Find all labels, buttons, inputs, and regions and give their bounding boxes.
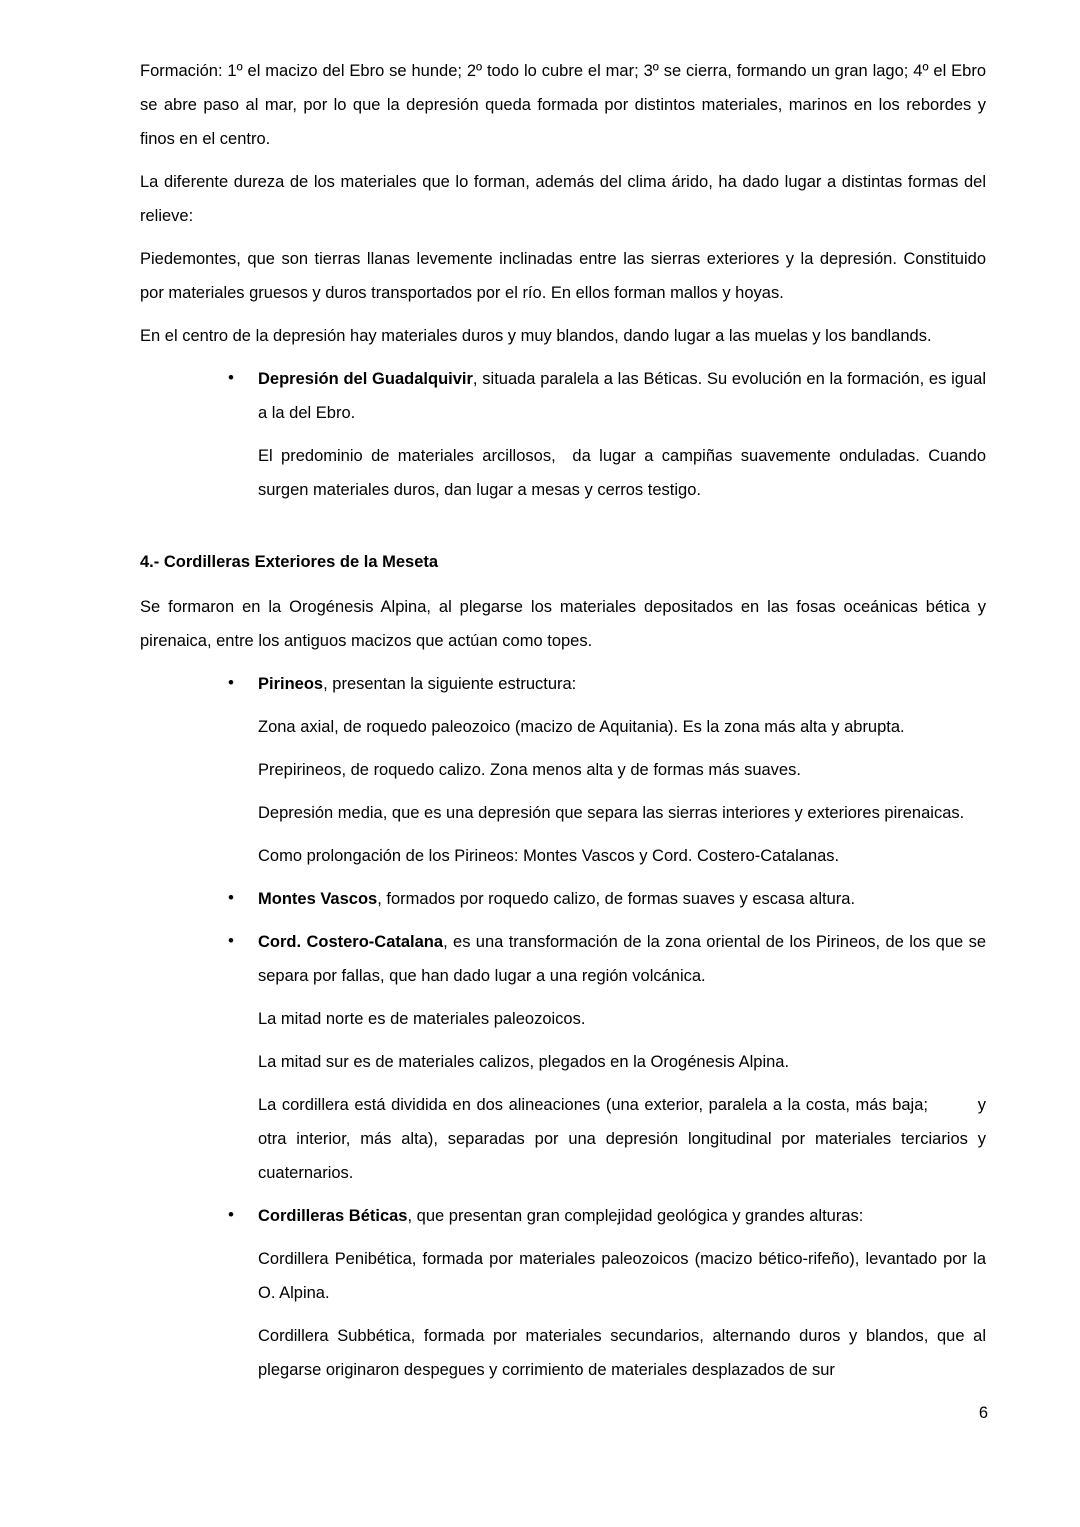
document-page-content bbox=[140, 54, 986, 1396]
subparagraph-predominio-arcillosos: El predominio de materiales arcillosos, da lugar a campiñas suavemente onduladas. Cuando surgen materiales duros, dan lugar a mesas y cerros testigo. bbox=[258, 447, 986, 499]
list-item-text: , que presentan gran complejidad geológica y grandes alturas: bbox=[407, 1207, 864, 1225]
list-item-text: , es una transformación de la zona oriental de los Pirineos, de los que se separa por fallas, que han dado lugar a una región volcánica. bbox=[258, 933, 986, 985]
subparagraph-cordillera-subbetica: Cordillera Subbética, formada por materiales secundarios, alternando duros y blandos, que al plegarse originaron despegues y corrimiento de materiales desplazados de sur bbox=[258, 1327, 986, 1379]
list-item-montes-vascos bbox=[140, 882, 986, 916]
bullet-icon: • bbox=[228, 673, 234, 692]
bullet-icon: • bbox=[228, 888, 234, 907]
list-item-bold-lead: Pirineos bbox=[258, 675, 324, 693]
subparagraph-zona-axial: Zona axial, de roquedo paleozoico (macizo de Aquitania). Es la zona más alta y abrupta. bbox=[258, 718, 905, 736]
subparagraph-mitad-sur: La mitad sur es de materiales calizos, plegados en la Orogénesis Alpina. bbox=[258, 1053, 790, 1071]
list-item-text: , formados por roquedo calizo, de formas suaves y escasa altura. bbox=[377, 890, 856, 908]
paragraph-piedemontes: Piedemontes, que son tierras llanas levemente inclinadas entre las sierras exteriores y la depresión. Constituido por materiales gruesos y duros transportados por el río. En ellos forman mallos y hoyas. bbox=[140, 250, 986, 302]
list-item-bold-lead: Cord. Costero-Catalana bbox=[258, 933, 444, 951]
paragraph-formacion: Formación: 1º el macizo del Ebro se hunde; 2º todo lo cubre el mar; 3º se cierra, formando un gran lago; 4º el Ebro se abre paso al mar, por lo que la depresión queda formada por distintos materiales, marinos en los rebordes y finos en el centro. bbox=[140, 62, 986, 148]
paragraph-dureza-materiales: La diferente dureza de los materiales que lo forman, además del clima árido, ha dado lugar a distintas formas del relieve: bbox=[140, 173, 986, 225]
subparagraph-mitad-norte: La mitad norte es de materiales paleozoicos. bbox=[258, 1010, 586, 1028]
section-heading-cordilleras-exteriores: 4.- Cordilleras Exteriores de la Meseta bbox=[140, 553, 439, 571]
list-item-bold-lead: Cordilleras Béticas bbox=[258, 1207, 408, 1225]
list-item-text: , situada paralela a las Béticas. Su evolución en la formación, es igual a la del Ebro. bbox=[258, 370, 986, 422]
list-item-cord-costero-catalana bbox=[140, 925, 986, 993]
subparagraph-prolongacion-pirineos: Como prolongación de los Pirineos: Montes Vascos y Cord. Costero-Catalanas. bbox=[258, 847, 840, 865]
list-item-bold-lead: Montes Vascos bbox=[258, 890, 378, 908]
subparagraph-cordillera-dividida: La cordillera está dividida en dos alineaciones (una exterior, paralela a la costa, más baja; y otra interior, más alta), separadas por una depresión longitudinal por materiales terciarios y cuaternarios. bbox=[258, 1096, 986, 1182]
page-number: 6 bbox=[978, 1404, 988, 1422]
bullet-icon: • bbox=[228, 1205, 234, 1224]
list-item-pirineos bbox=[140, 667, 986, 701]
subparagraph-depresion-media: Depresión media, que es una depresión que separa las sierras interiores y exteriores pirenaicas. bbox=[258, 804, 965, 822]
subparagraph-prepirineos: Prepirineos, de roquedo calizo. Zona menos alta y de formas más suaves. bbox=[258, 761, 801, 779]
bullet-icon: • bbox=[228, 931, 234, 950]
list-item-cordilleras-beticas bbox=[140, 1199, 986, 1233]
bullet-icon: • bbox=[228, 368, 234, 387]
subparagraph-cordillera-penibetica: Cordillera Penibética, formada por materiales paleozoicos (macizo bético-rifeño), levantado por la O. Alpina. bbox=[258, 1250, 986, 1302]
list-item-depresion-guadalquivir bbox=[140, 362, 986, 430]
list-item-bold-lead: Depresión del Guadalquivir bbox=[258, 370, 473, 388]
paragraph-orogenesis-alpina: Se formaron en la Orogénesis Alpina, al plegarse los materiales depositados en las fosas oceánicas bética y pirenaica, entre los antiguos macizos que actúan como topes. bbox=[140, 598, 986, 650]
paragraph-centro-depresion: En el centro de la depresión hay materiales duros y muy blandos, dando lugar a las muelas y los bandlands. bbox=[140, 327, 932, 345]
list-item-text: , presentan la siguiente estructura: bbox=[323, 675, 577, 693]
